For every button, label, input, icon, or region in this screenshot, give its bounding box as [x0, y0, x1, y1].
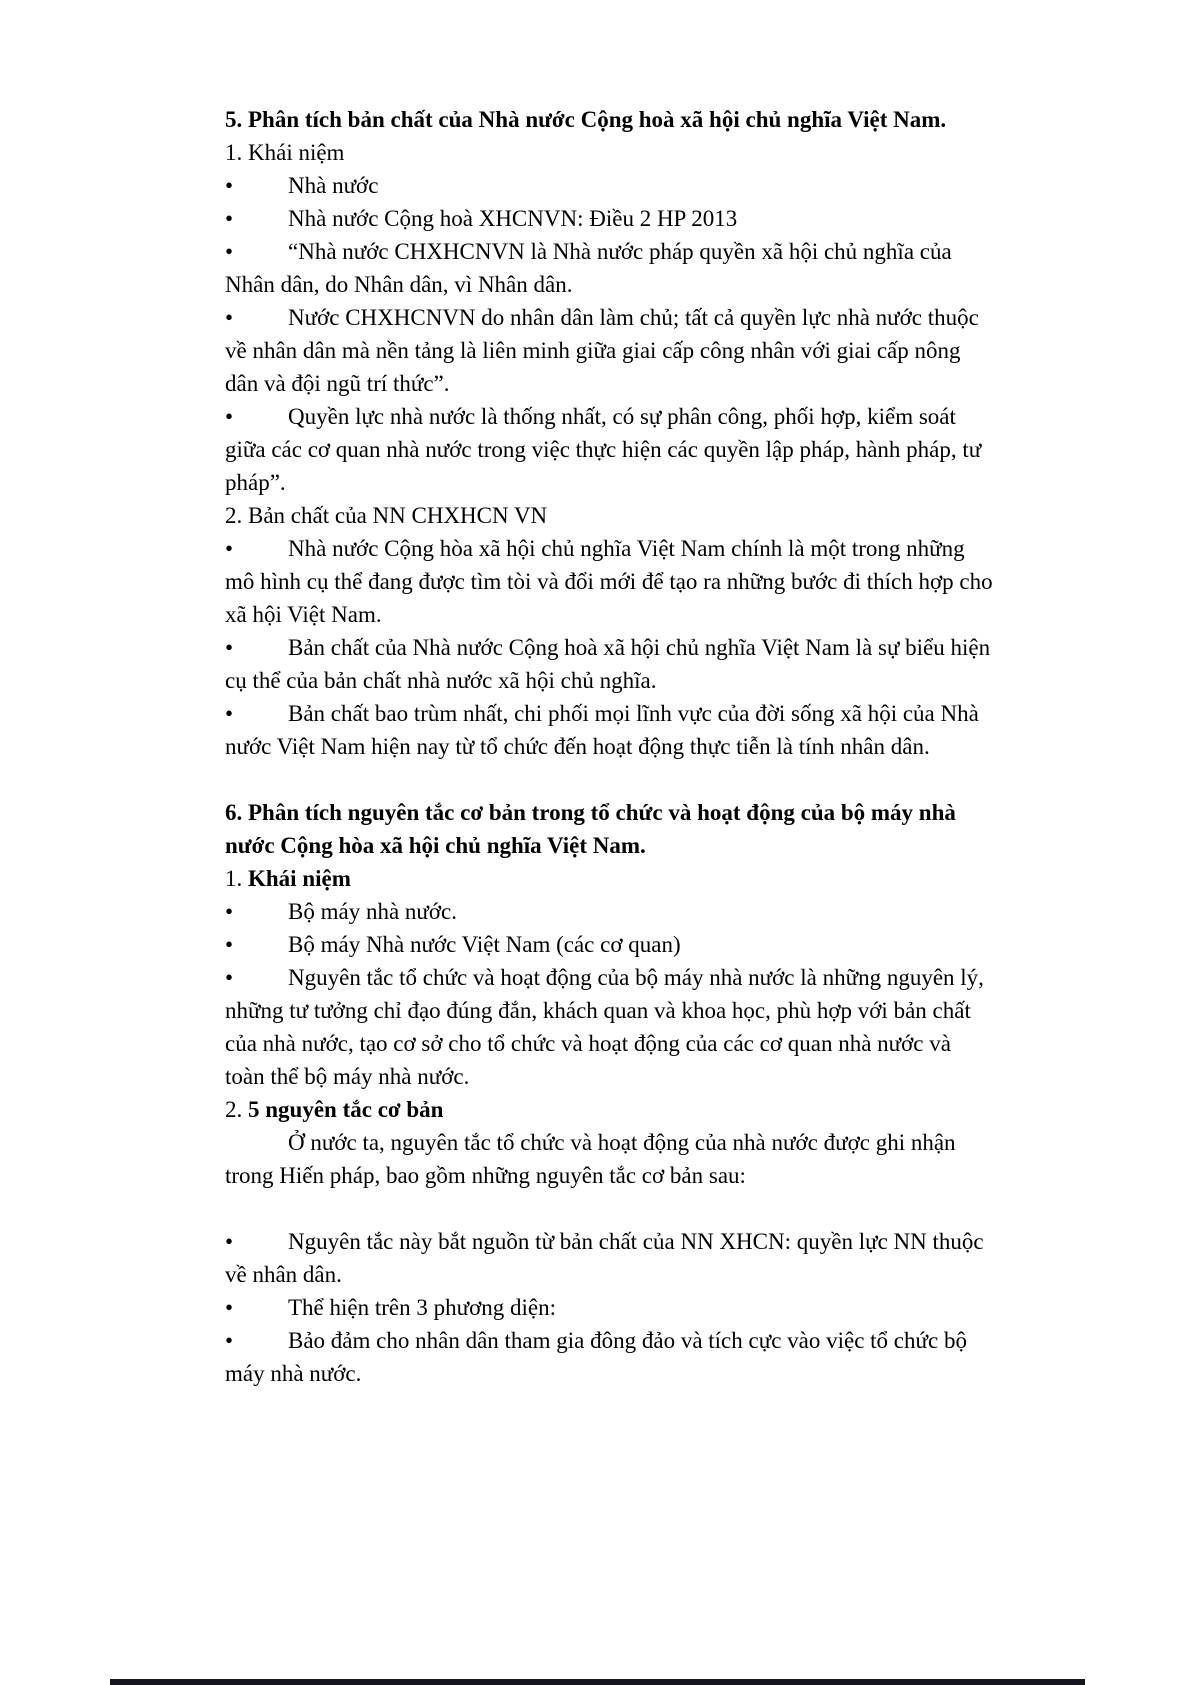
bullet-text: Nguyên tắc tổ chức và hoạt động của bộ máy nhà nước là những nguyên lý, những tư tưởng chỉ đạo đúng đắn, khách quan và khoa học, phù hợp với bản chất của nhà nước, tạo cơ sở cho tổ chức và hoạt động của các cơ quan nhà nước và toàn thể bộ máy nhà nước. — [225, 965, 984, 1089]
bullet-icon: • — [225, 1229, 234, 1254]
bullet-icon: • — [225, 899, 234, 924]
bullet-item — [225, 1225, 993, 1291]
bullet-text: Nhà nước — [288, 173, 379, 198]
bullet-text: Bản chất bao trùm nhất, chi phối mọi lĩnh vực của đời sống xã hội của Nhà nước Việt Nam hiện nay từ tổ chức đến hoạt động thực tiễn là tính nhân dân. — [225, 701, 979, 759]
subheading-text: Khái niệm — [248, 866, 351, 891]
bullet-item — [225, 532, 993, 631]
paragraph: 2. Bản chất của NN CHXHCN VN — [225, 503, 548, 528]
bullet-text: Nhà nước Cộng hoà XHCNVN: Điều 2 HP 2013 — [288, 206, 738, 231]
bullet-icon: • — [225, 305, 234, 330]
bullet-icon: • — [225, 1328, 234, 1353]
bullet-item — [225, 961, 993, 1093]
bullet-icon: • — [225, 701, 234, 726]
bullet-icon: • — [225, 1295, 234, 1320]
bullet-item — [225, 1324, 993, 1390]
bullet-icon: • — [225, 536, 234, 561]
numbered-subheading — [225, 1093, 993, 1126]
section-heading: 5. Phân tích bản chất của Nhà nước Cộng hoà xã hội chủ nghĩa Việt Nam. — [225, 107, 947, 132]
bullet-item — [225, 235, 993, 301]
paragraph-spacer — [225, 1192, 993, 1225]
bullet-text: Nguyên tắc này bắt nguồn từ bản chất của NN XHCN: quyền lực NN thuộc về nhân dân. — [225, 1229, 984, 1287]
paragraph-spacer — [225, 763, 993, 796]
bullet-item — [225, 895, 993, 928]
bullet-text: Thể hiện trên 3 phương diện: — [288, 1295, 556, 1320]
bullet-icon: • — [225, 932, 234, 957]
bullet-item — [225, 928, 993, 961]
subheading-text: 5 nguyên tắc cơ bản — [248, 1097, 444, 1122]
bullet-text: Nước CHXHCNVN do nhân dân làm chủ; tất cả quyền lực nhà nước thuộc về nhân dân mà nền tảng là liên minh giữa giai cấp công nhân với giai cấp nông dân và đội ngũ trí thức”. — [225, 305, 979, 396]
bullet-text: Quyền lực nhà nước là thống nhất, có sự phân công, phối hợp, kiểm soát giữa các cơ quan nhà nước trong việc thực hiện các quyền lập pháp, hành pháp, tư pháp”. — [225, 404, 982, 495]
numbered-subheading — [225, 862, 993, 895]
bullet-icon: • — [225, 239, 234, 264]
bullet-item — [225, 400, 993, 499]
bullet-item — [225, 169, 993, 202]
bullet-text: Nhà nước Cộng hòa xã hội chủ nghĩa Việt Nam chính là một trong những mô hình cụ thể đang được tìm tòi và đổi mới để tạo ra những bước đi thích hợp cho xã hội Việt Nam. — [225, 536, 993, 627]
bullet-item — [225, 202, 993, 235]
section-heading: 6. Phân tích nguyên tắc cơ bản trong tổ chức và hoạt động của bộ máy nhà nước Cộng hòa xã hội chủ nghĩa Việt Nam. — [225, 800, 956, 858]
bullet-icon: • — [225, 404, 234, 429]
bullet-text: Bảo đảm cho nhân dân tham gia đông đảo và tích cực vào việc tổ chức bộ máy nhà nước. — [225, 1328, 967, 1386]
bullet-item — [225, 697, 993, 763]
bullet-text: Bộ máy nhà nước. — [288, 899, 457, 924]
paragraph: 1. Khái niệm — [225, 140, 345, 165]
next-page-edge — [110, 1679, 1085, 1685]
bullet-icon: • — [225, 965, 234, 990]
number-prefix: 2. — [225, 1097, 248, 1122]
document-content — [225, 103, 993, 1390]
number-prefix: 1. — [225, 866, 248, 891]
indented-paragraph: Ở nước ta, nguyên tắc tổ chức và hoạt động của nhà nước được ghi nhận trong Hiến pháp, bao gồm những nguyên tắc cơ bản sau: — [225, 1130, 956, 1188]
bullet-text: “Nhà nước CHXHCNVN là Nhà nước pháp quyền xã hội chủ nghĩa của Nhân dân, do Nhân dân, vì Nhân dân. — [225, 239, 952, 297]
bullet-item — [225, 301, 993, 400]
bullet-icon: • — [225, 173, 234, 198]
bullet-icon: • — [225, 206, 234, 231]
bullet-text: Bản chất của Nhà nước Cộng hoà xã hội chủ nghĩa Việt Nam là sự biểu hiện cụ thể của bản chất nhà nước xã hội chủ nghĩa. — [225, 635, 991, 693]
bullet-icon: • — [225, 635, 234, 660]
bullet-text: Bộ máy Nhà nước Việt Nam (các cơ quan) — [288, 932, 681, 957]
bullet-item — [225, 1291, 993, 1324]
bullet-item — [225, 631, 993, 697]
